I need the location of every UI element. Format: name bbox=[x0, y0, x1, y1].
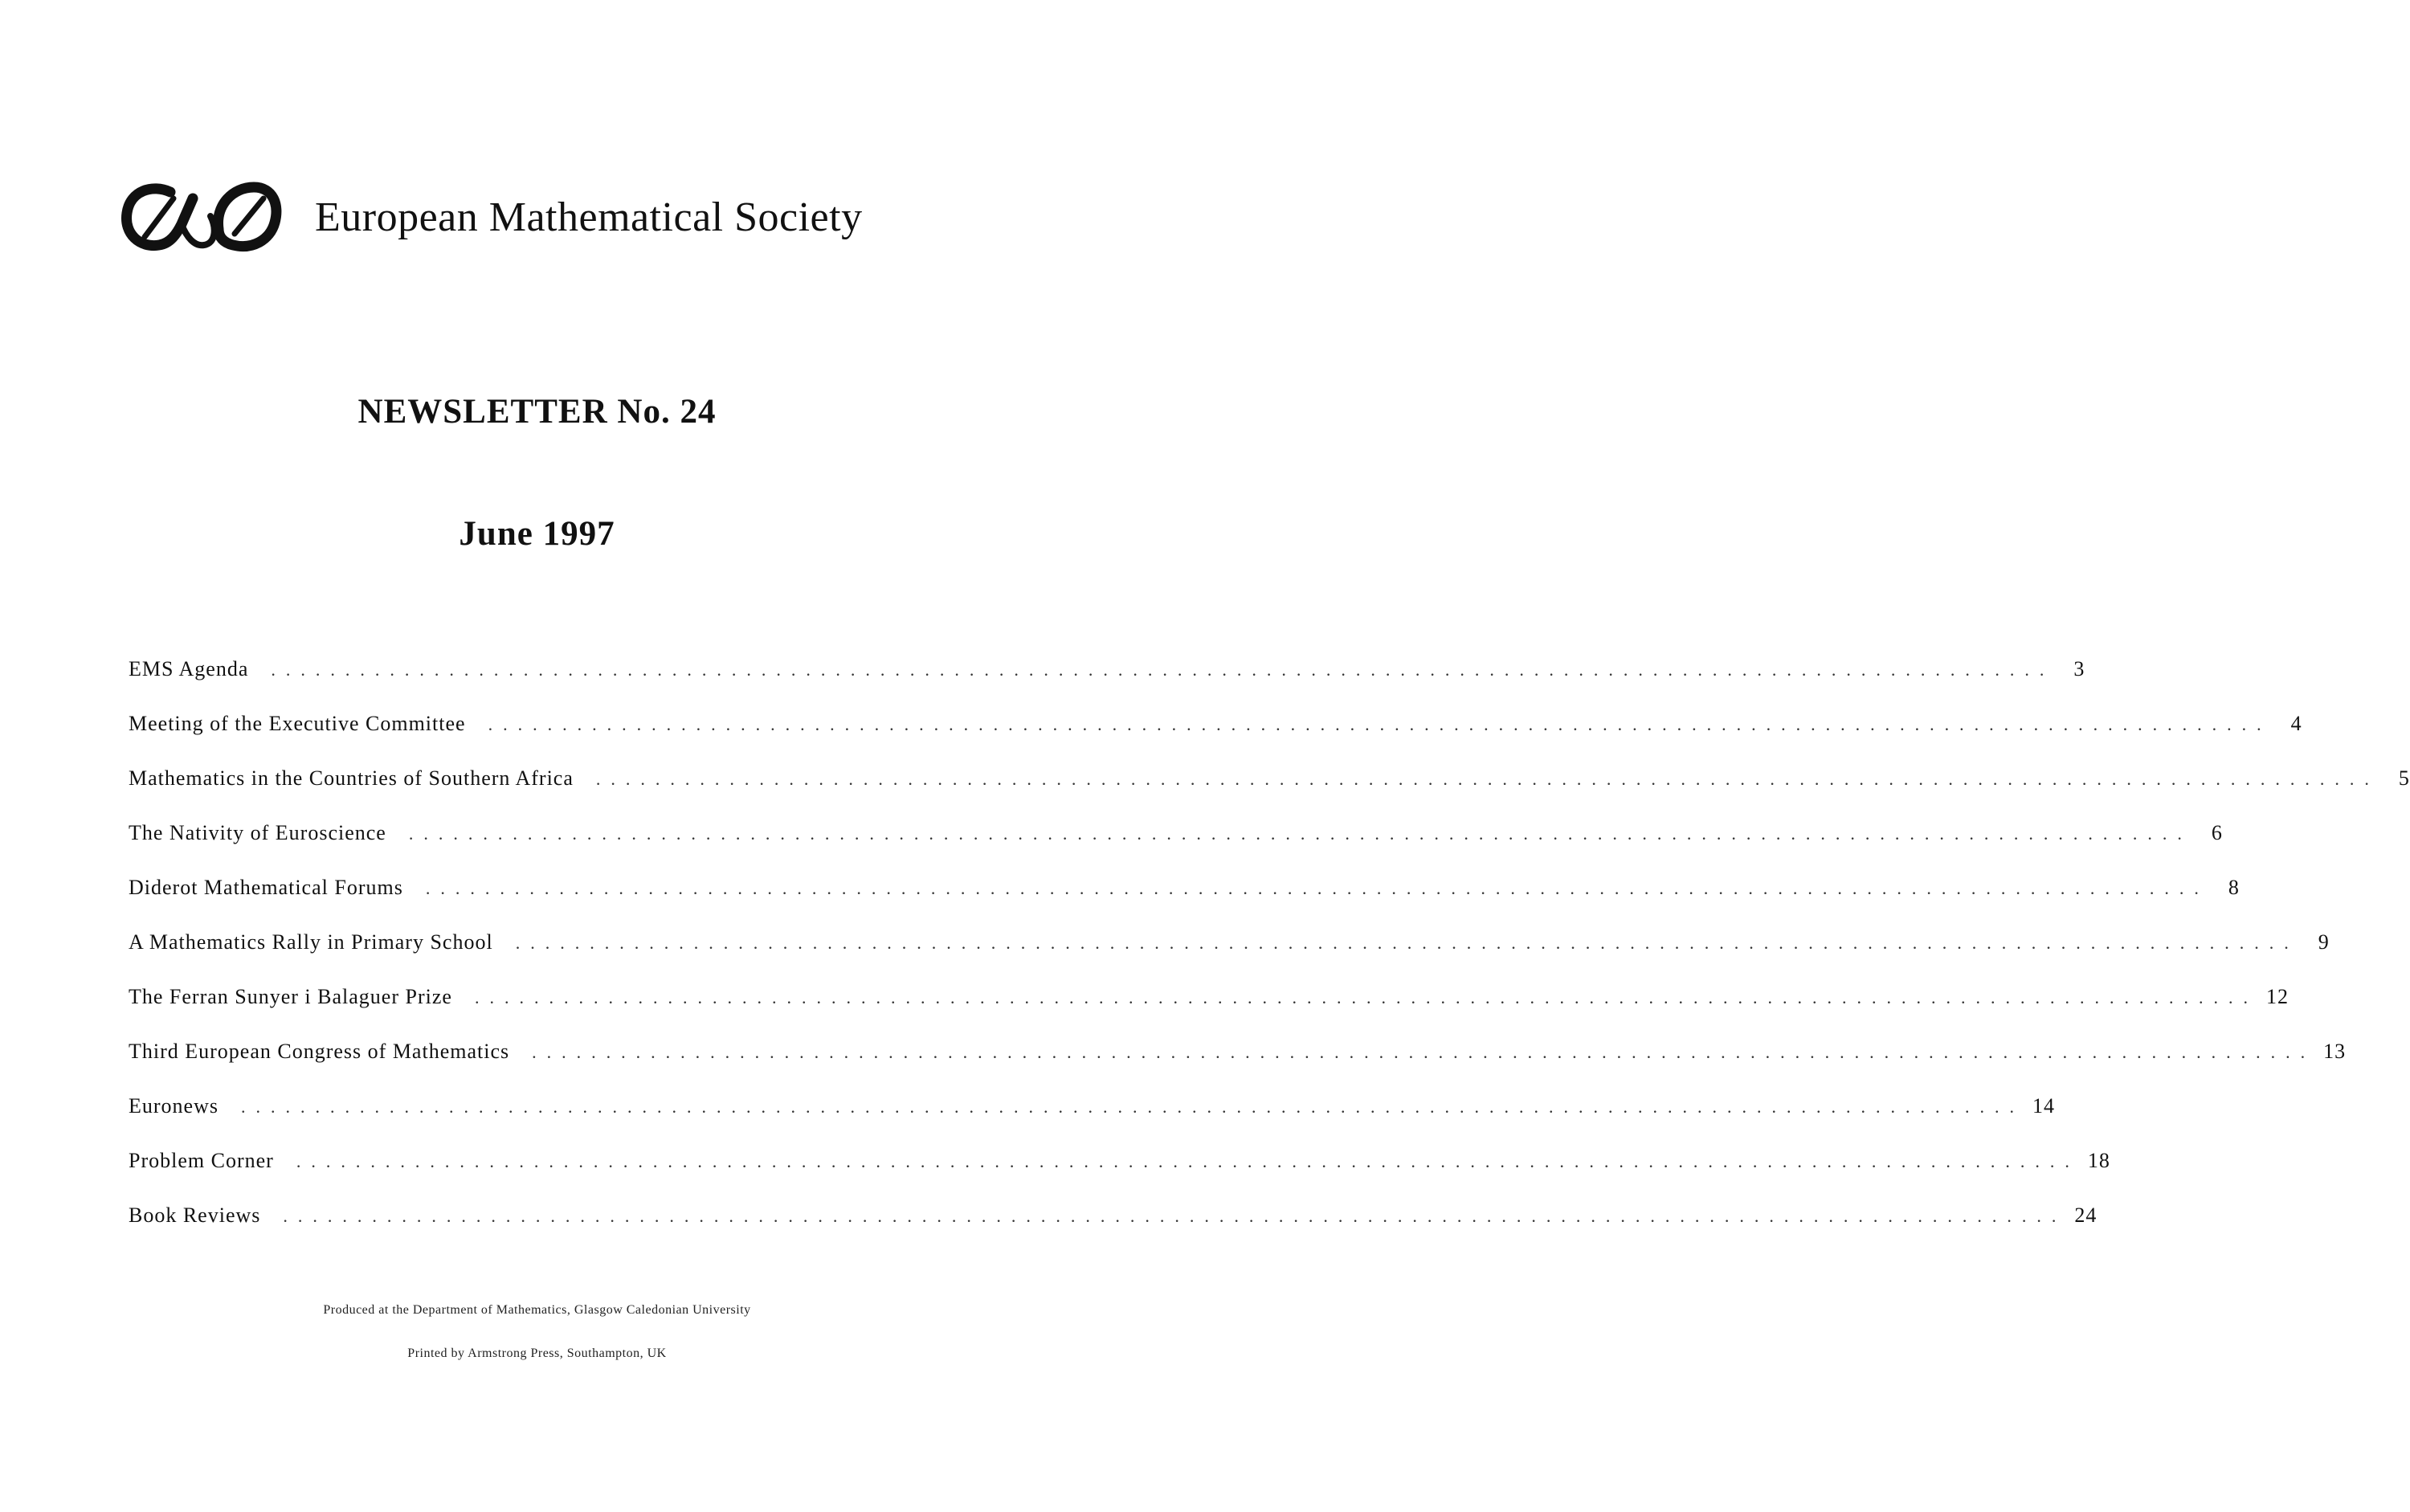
toc-item-page: 14 bbox=[2032, 1094, 2055, 1118]
toc-item bbox=[129, 985, 2289, 1040]
toc-leader: ........................................................................................................................ bbox=[408, 823, 2192, 844]
toc-item bbox=[129, 1040, 2347, 1094]
issue-date: June 1997 bbox=[459, 515, 615, 553]
toc-item-title: Euronews bbox=[129, 1094, 219, 1118]
producer-credit: Produced at the Department of Mathematics, Glasgow Caledonian University bbox=[323, 1303, 751, 1317]
toc-item-page: 24 bbox=[2074, 1203, 2098, 1227]
toc-item-page: 8 bbox=[2228, 876, 2240, 899]
toc-item-title: A Mathematics Rally in Primary School bbox=[129, 930, 493, 954]
toc-item bbox=[129, 712, 2302, 766]
toc-item-page: 6 bbox=[2211, 821, 2223, 844]
toc-item-title: Book Reviews bbox=[129, 1203, 261, 1227]
toc-item-page: 13 bbox=[2323, 1040, 2347, 1063]
toc-leader: ........................................................................................................................ bbox=[425, 878, 2209, 898]
toc-item bbox=[129, 821, 2223, 876]
toc-item-title: Third European Congress of Mathematics bbox=[129, 1040, 510, 1063]
toc-item bbox=[129, 1094, 2055, 1149]
toc-item-page: 12 bbox=[2265, 985, 2289, 1008]
toc-item-page: 3 bbox=[2073, 657, 2085, 680]
ems-logo-icon bbox=[120, 181, 281, 253]
toc-leader: ........................................................................................................................ bbox=[271, 660, 2055, 680]
toc-leader: ........................................................................................................................ bbox=[240, 1097, 2024, 1117]
society-name: European Mathematical Society bbox=[315, 194, 863, 240]
toc-leader: ........................................................................................................................ bbox=[283, 1206, 2067, 1226]
toc-item bbox=[129, 766, 2410, 821]
toc-leader: ........................................................................................................................ bbox=[474, 987, 2258, 1007]
header bbox=[120, 177, 863, 257]
toc-item-title: EMS Agenda bbox=[129, 657, 249, 680]
toc-item-page: 18 bbox=[2087, 1149, 2110, 1172]
toc-item bbox=[129, 876, 2240, 930]
toc-item bbox=[129, 657, 2085, 712]
toc-leader: ........................................................................................................................ bbox=[488, 714, 2272, 734]
printer-credit: Printed by Armstrong Press, Southampton, UK bbox=[407, 1346, 667, 1360]
toc-item-title: Diderot Mathematical Forums bbox=[129, 876, 403, 899]
toc-item bbox=[129, 1203, 2098, 1258]
toc-item-title: Mathematics in the Countries of Southern Africa bbox=[129, 766, 574, 790]
toc-item-title: The Ferran Sunyer i Balaguer Prize bbox=[129, 985, 452, 1008]
toc-item-title: The Nativity of Euroscience bbox=[129, 821, 386, 844]
toc-item bbox=[129, 930, 2330, 985]
toc-item-title: Meeting of the Executive Committee bbox=[129, 712, 466, 735]
toc-leader: ........................................................................................................................ bbox=[296, 1151, 2080, 1171]
toc-leader: ........................................................................................................................ bbox=[595, 769, 2379, 789]
toc-item-page: 4 bbox=[2290, 712, 2302, 735]
toc-item-title: Problem Corner bbox=[129, 1149, 274, 1172]
toc-item-page: 9 bbox=[2318, 930, 2330, 954]
toc-leader: ........................................................................................................................ bbox=[532, 1042, 2316, 1062]
toc-item-page: 5 bbox=[2398, 766, 2410, 790]
toc-item bbox=[129, 1149, 2110, 1203]
newsletter-title: NEWSLETTER No. 24 bbox=[357, 393, 717, 431]
table-of-contents bbox=[129, 657, 2410, 1258]
toc-leader: ........................................................................................................................ bbox=[515, 933, 2299, 953]
